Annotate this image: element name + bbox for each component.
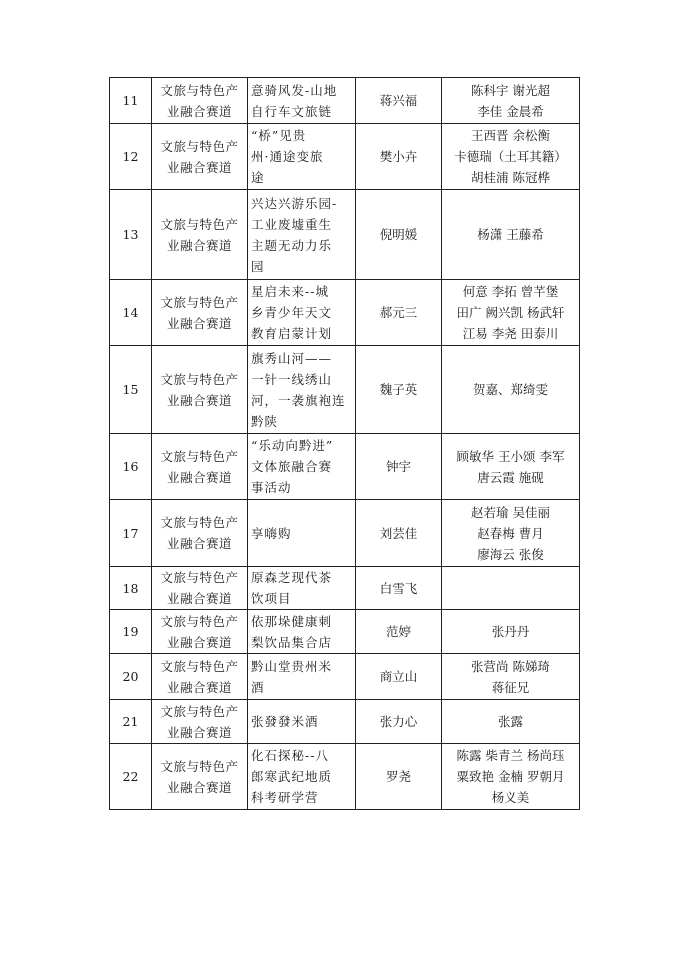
row-number-cell-text: 21 bbox=[122, 714, 139, 729]
row-number-cell-text: 20 bbox=[122, 669, 139, 684]
leader-cell bbox=[356, 567, 442, 610]
leader-cell bbox=[356, 190, 442, 280]
track-cell-text: 文旅与特色产 业融合赛道 bbox=[160, 82, 239, 119]
project-name-cell-text: 张發發米酒 bbox=[251, 714, 319, 729]
row-number-cell bbox=[110, 700, 152, 744]
leader-cell bbox=[356, 280, 442, 346]
members-cell-text: 陈露 柴青兰 杨尚珏 粟致艳 金楠 罗朝月 杨义美 bbox=[456, 748, 565, 805]
row-number-cell-text: 18 bbox=[122, 580, 139, 596]
members-cell bbox=[442, 346, 580, 434]
project-name-cell bbox=[248, 78, 356, 124]
row-number-cell bbox=[110, 744, 152, 810]
project-name-cell-text: 意骑风发-山地 自行车文旅链 bbox=[251, 82, 338, 119]
project-name-cell bbox=[248, 280, 356, 346]
members-cell-text: 杨潇 王藤希 bbox=[477, 227, 544, 242]
row-number-cell-text: 11 bbox=[122, 93, 139, 108]
table-row bbox=[110, 434, 580, 500]
leader-cell bbox=[356, 124, 442, 190]
row-number-cell bbox=[110, 78, 152, 124]
leader-cell bbox=[356, 700, 442, 744]
project-name-cell-text: “桥”见贵 州·通途变旅 途 bbox=[251, 128, 324, 185]
track-cell bbox=[152, 654, 248, 700]
leader-cell bbox=[356, 346, 442, 434]
members-cell bbox=[442, 744, 580, 810]
award-table bbox=[109, 77, 580, 810]
table-row bbox=[110, 124, 580, 190]
members-cell bbox=[442, 124, 580, 190]
leader-cell-text: 倪明媛 bbox=[379, 227, 418, 242]
row-number-cell-text: 14 bbox=[122, 305, 139, 320]
row-number-cell-text: 13 bbox=[122, 227, 139, 242]
leader-cell-text: 郝元三 bbox=[379, 305, 418, 320]
track-cell-text: 文旅与特色产 业融合赛道 bbox=[160, 371, 239, 408]
project-name-cell-text: 化石探秘--八 郎寒武纪地质 科考研学营 bbox=[251, 748, 333, 805]
row-number-cell bbox=[110, 567, 152, 610]
project-name-cell-text: 依那垛健康刺 梨饮品集合店 bbox=[251, 613, 333, 650]
project-name-cell bbox=[248, 434, 356, 500]
members-cell-text: 顾敏华 王小颂 李军 唐云霞 施砚 bbox=[456, 448, 565, 485]
leader-cell-text: 白雪飞 bbox=[379, 580, 418, 596]
leader-cell bbox=[356, 744, 442, 810]
table-row bbox=[110, 610, 580, 654]
table-row bbox=[110, 280, 580, 346]
track-cell-text: 文旅与特色产 业融合赛道 bbox=[160, 658, 239, 695]
leader-cell bbox=[356, 78, 442, 124]
track-cell bbox=[152, 434, 248, 500]
table-row bbox=[110, 78, 580, 124]
track-cell bbox=[152, 78, 248, 124]
row-number-cell-text: 16 bbox=[122, 459, 139, 474]
leader-cell-text: 罗尧 bbox=[385, 769, 411, 784]
project-name-cell bbox=[248, 744, 356, 810]
project-name-cell bbox=[248, 654, 356, 700]
members-cell bbox=[442, 190, 580, 280]
row-number-cell bbox=[110, 610, 152, 654]
project-name-cell bbox=[248, 124, 356, 190]
members-cell bbox=[442, 78, 580, 124]
table-row bbox=[110, 567, 580, 610]
leader-cell bbox=[356, 610, 442, 654]
leader-cell-text: 商立山 bbox=[379, 669, 418, 684]
row-number-cell bbox=[110, 190, 152, 280]
project-name-cell bbox=[248, 346, 356, 434]
project-name-cell bbox=[248, 190, 356, 280]
track-cell-text: 文旅与特色产 业融合赛道 bbox=[160, 448, 239, 485]
track-cell bbox=[152, 280, 248, 346]
members-cell-text: 贺嘉、郑绮雯 bbox=[472, 382, 548, 397]
project-name-cell bbox=[248, 500, 356, 567]
members-cell bbox=[442, 500, 580, 567]
row-number-cell-text: 22 bbox=[122, 769, 139, 784]
leader-cell-text: 蒋兴福 bbox=[379, 93, 418, 108]
track-cell-text: 文旅与特色产 业融合赛道 bbox=[160, 138, 239, 175]
project-name-cell-text: 旗秀山河—— 一针一线绣山 河，一袭旗袍连 黔陕 bbox=[251, 350, 346, 429]
row-number-cell bbox=[110, 124, 152, 190]
leader-cell bbox=[356, 500, 442, 567]
track-cell-text: 文旅与特色产 业融合赛道 bbox=[160, 216, 239, 253]
table-row bbox=[110, 700, 580, 744]
members-cell bbox=[442, 434, 580, 500]
members-cell-text: 张露 bbox=[497, 714, 523, 729]
members-cell bbox=[442, 700, 580, 744]
row-number-cell bbox=[110, 280, 152, 346]
project-name-cell bbox=[248, 700, 356, 744]
leader-cell-text: 张力心 bbox=[379, 714, 418, 729]
project-name-cell bbox=[248, 567, 356, 610]
track-cell bbox=[152, 346, 248, 434]
track-cell bbox=[152, 744, 248, 810]
table-row bbox=[110, 654, 580, 700]
project-name-cell-text: 享嗨购 bbox=[251, 525, 292, 541]
members-cell-text: 何意 李拓 曾芊堡 田广 阙兴凯 杨武轩 江易 李尧 田泰川 bbox=[456, 284, 565, 341]
leader-cell-text: 樊小卉 bbox=[379, 149, 418, 164]
track-cell-text: 文旅与特色产 业融合赛道 bbox=[160, 703, 239, 740]
leader-cell-text: 魏子英 bbox=[379, 382, 418, 397]
members-cell-text: 赵若瑜 吴佳丽 赵春梅 曹月 廖海云 张俊 bbox=[471, 504, 550, 562]
project-name-cell-text: “乐动向黔进” 文体旅融合赛 事活动 bbox=[251, 438, 334, 495]
track-cell bbox=[152, 610, 248, 654]
track-cell-text: 文旅与特色产 业融合赛道 bbox=[160, 515, 239, 551]
project-name-cell-text: 星启未来--城 乡青少年天文 教育启蒙计划 bbox=[251, 284, 333, 341]
table-row bbox=[110, 744, 580, 810]
members-cell-text: 张营尚 陈娣琦 蒋征兄 bbox=[471, 658, 550, 695]
members-cell bbox=[442, 654, 580, 700]
track-cell bbox=[152, 500, 248, 567]
leader-cell-text: 刘芸佳 bbox=[379, 525, 418, 541]
row-number-cell-text: 12 bbox=[122, 149, 139, 164]
row-number-cell-text: 19 bbox=[122, 624, 139, 639]
table-row bbox=[110, 190, 580, 280]
members-cell-text: 张丹丹 bbox=[491, 624, 530, 639]
project-name-cell bbox=[248, 610, 356, 654]
track-cell-text: 文旅与特色产 业融合赛道 bbox=[160, 294, 239, 331]
row-number-cell bbox=[110, 346, 152, 434]
row-number-cell bbox=[110, 500, 152, 567]
track-cell-text: 文旅与特色产 业融合赛道 bbox=[160, 758, 239, 795]
leader-cell bbox=[356, 434, 442, 500]
track-cell-text: 文旅与特色产 业融合赛道 bbox=[160, 570, 239, 606]
members-cell-text: 王西晋 余松衡 卡德瑞（土耳其籍） 胡桂浦 陈冠桦 bbox=[454, 128, 567, 185]
leader-cell-text: 范婷 bbox=[385, 624, 411, 639]
row-number-cell bbox=[110, 434, 152, 500]
members-cell-text: 陈科宇 谢光超 李佳 金晨希 bbox=[471, 82, 550, 119]
track-cell bbox=[152, 567, 248, 610]
leader-cell bbox=[356, 654, 442, 700]
track-cell bbox=[152, 700, 248, 744]
track-cell bbox=[152, 124, 248, 190]
members-cell bbox=[442, 610, 580, 654]
members-cell bbox=[442, 567, 580, 610]
leader-cell-text: 钟宇 bbox=[385, 459, 411, 474]
track-cell-text: 文旅与特色产 业融合赛道 bbox=[160, 613, 239, 650]
track-cell bbox=[152, 190, 248, 280]
table-row bbox=[110, 500, 580, 567]
project-name-cell-text: 兴达兴游乐园- 工业废墟重生 主题无动力乐 园 bbox=[251, 195, 338, 274]
members-cell bbox=[442, 280, 580, 346]
row-number-cell-text: 17 bbox=[122, 525, 139, 541]
row-number-cell bbox=[110, 654, 152, 700]
project-name-cell-text: 黔山堂贵州米 酒 bbox=[251, 658, 333, 695]
table-row bbox=[110, 346, 580, 434]
project-name-cell-text: 原森芝现代茶 饮项目 bbox=[251, 570, 333, 606]
table-body bbox=[110, 78, 580, 810]
row-number-cell-text: 15 bbox=[122, 382, 139, 397]
